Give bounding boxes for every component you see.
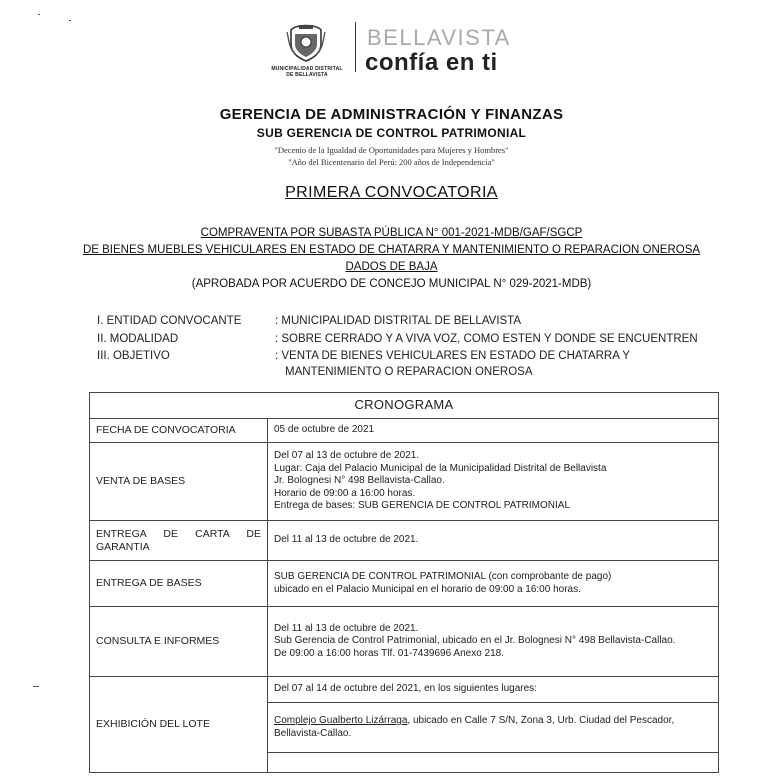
municipality-name <box>266 66 348 78</box>
info-label-entidad: I. ENTIDAD CONVOCANTE <box>97 315 242 327</box>
row-line: De 09:00 a 16:00 horas Tlf. 01-7439696 Anexo 218. <box>274 647 504 659</box>
motto-anio: "Año del Bicentenario del Perú: 200 años de Independencia" <box>288 157 495 167</box>
brand-bellavista: BELLAVISTA <box>367 25 511 50</box>
scan-speck <box>69 20 71 21</box>
table-row <box>90 443 719 521</box>
row-line: Entrega de bases: SUB GERENCIA DE CONTROL PATRIMONIAL <box>274 500 571 512</box>
row-label: CONSULTA E INFORMES <box>90 607 268 677</box>
municipal-seal-icon <box>285 22 327 62</box>
row-line: SUB GERENCIA DE CONTROL PATRIMONIAL (con comprobante de pago) <box>274 571 612 582</box>
muni-line-2: DE BELLAVISTA <box>286 72 328 78</box>
row-value <box>268 703 719 753</box>
row-label <box>90 521 268 561</box>
row-line: Lugar: Caja del Palacio Municipal de la Municipalidad Distrital de Bellavista <box>274 462 607 474</box>
info-value-entidad: : MUNICIPALIDAD DISTRITAL DE BELLAVISTA <box>275 315 522 327</box>
table-row <box>90 521 719 561</box>
baja-line: DADOS DE BAJA <box>345 261 438 273</box>
place-name: Complejo Gualberto Lizárraga <box>274 715 408 726</box>
row-line: Del 11 al 13 de octubre de 2021. <box>274 622 419 634</box>
row-value <box>268 677 719 703</box>
row-value <box>268 561 719 607</box>
row-value <box>268 443 719 521</box>
bienes-line: DE BIENES MUEBLES VEHICULARES EN ESTADO DE CHATARRA Y MANTENIMIENTO O REPARACION ONEROSA <box>82 244 701 256</box>
info-label-objetivo: III. OBJETIVO <box>97 350 170 362</box>
gerencia-title: GERENCIA DE ADMINISTRACIÓN Y FINANZAS <box>219 106 564 123</box>
table-row <box>90 393 719 419</box>
subasta-line: COMPRAVENTA POR SUBASTA PÚBLICA N° 001-2021-MDB/GAF/SGCP <box>200 227 583 239</box>
row-line: ubicado en el Palacio Municipal en el horario de 09:00 a 16:00 horas. <box>274 583 581 595</box>
row-line: Jr. Bolognesi N° 498 Bellavista-Callao. <box>274 475 445 487</box>
row-label: ENTREGA DE BASES <box>90 561 268 607</box>
row-value <box>268 419 719 443</box>
row-line: Sub Gerencia de Control Patrimonial, ubicado en el Jr. Bolognesi N° 498 Bellavista-Callao. <box>274 635 676 647</box>
info-value-objetivo: : VENTA DE BIENES VEHICULARES EN ESTADO DE CHATARRA Y <box>275 350 630 362</box>
scan-speck <box>33 686 39 687</box>
brand-slogan: confía en ti <box>365 49 498 76</box>
row-label: VENTA DE BASES <box>90 443 268 521</box>
row-label: FECHA DE CONVOCATORIA <box>90 419 268 443</box>
row-line: Horario de 09:00 a 16:00 horas. <box>274 487 416 499</box>
table-row <box>90 419 719 443</box>
convocatoria-heading: PRIMERA CONVOCATORIA <box>285 184 498 201</box>
info-value-objetivo-cont: MANTENIMIENTO O REPARACION ONEROSA <box>285 366 533 378</box>
row-line: 05 de octubre de 2021 <box>274 424 375 436</box>
muni-line-1: MUNICIPALIDAD DISTRITAL <box>271 66 343 72</box>
info-label-modalidad: II. MODALIDAD <box>97 333 179 345</box>
aprobada-line: (APROBADA POR ACUERDO DE CONCEJO MUNICIPAL N° 029-2021-MDB) <box>191 278 592 290</box>
motto-decenio: "Decenio de la Igualdad de Oportunidades para Mujeres y Hombres" <box>274 145 509 155</box>
logo-divider <box>355 22 356 72</box>
row-value <box>268 753 719 773</box>
table-row <box>90 677 719 703</box>
scan-speck <box>38 14 40 15</box>
info-value-modalidad: : SOBRE CERRADO Y A VIVA VOZ, COMO ESTEN Y DONDE SE ENCUENTREN <box>275 333 698 345</box>
row-value <box>268 607 719 677</box>
row-line: Del 07 al 13 de octubre de 2021. <box>274 450 420 462</box>
row-line: Del 11 al 13 de octubre de 2021. <box>274 534 419 546</box>
row-label-line: GARANTIA <box>96 540 150 553</box>
row-value <box>268 521 719 561</box>
cronograma-table <box>89 392 719 773</box>
row-label-line: ENTREGA DE CARTA DE <box>96 528 261 540</box>
row-line: Del 07 al 14 de octubre del 2021, en los siguientes lugares: <box>274 683 537 695</box>
row-line <box>274 715 712 728</box>
cronograma-title: CRONOGRAMA <box>90 393 719 419</box>
place-rest: , ubicado en Calle 7 S/N, Zona 3, Urb. Ciudad del Pescador, <box>407 715 675 726</box>
row-line: Bellavista-Callao. <box>274 727 352 739</box>
table-row <box>90 607 719 677</box>
table-row <box>90 561 719 607</box>
sub-gerencia-title: SUB GERENCIA DE CONTROL PATRIMONIAL <box>256 126 527 140</box>
row-label: EXHIBICIÓN DEL LOTE <box>90 677 268 773</box>
